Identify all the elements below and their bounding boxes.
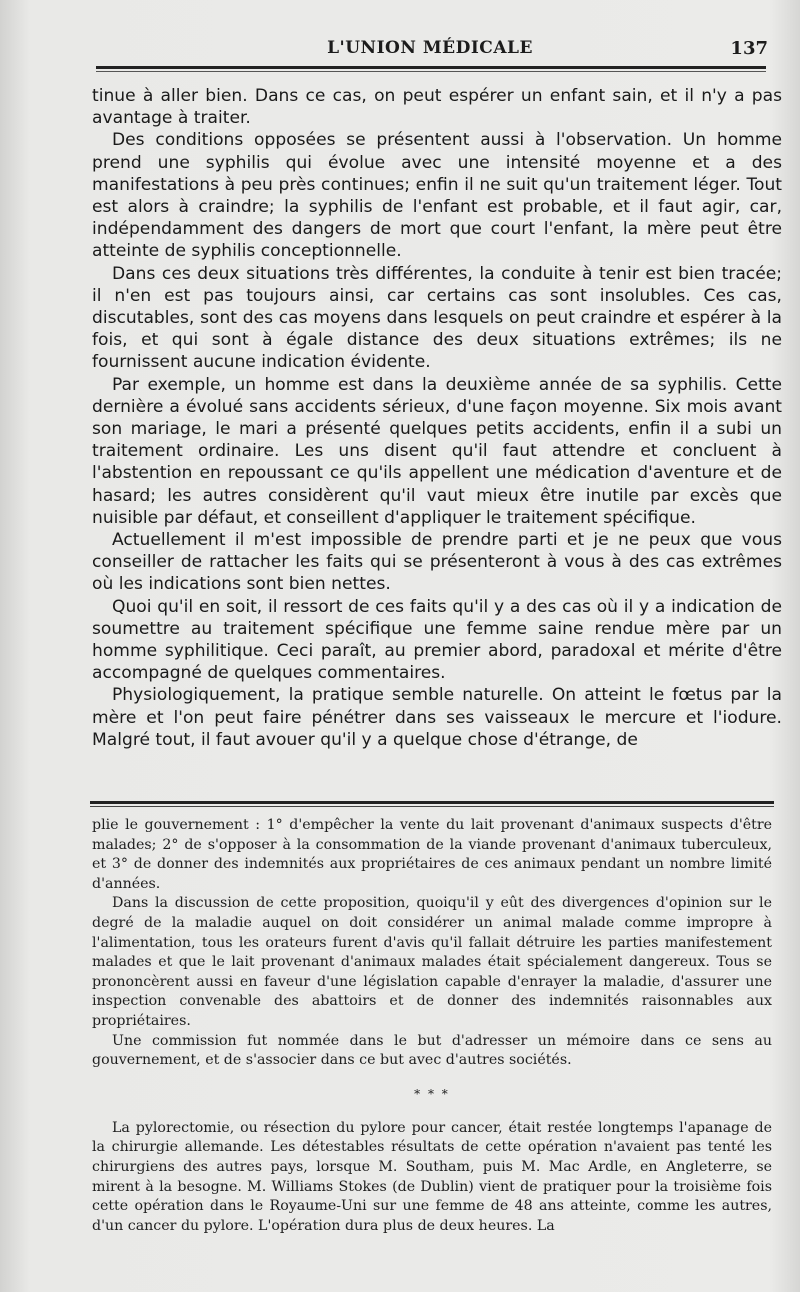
paragraph: tinue à aller bien. Dans ce cas, on peut espérer un enfant sain, et il n'y a pas avantage à traiter. <box>92 86 782 129</box>
footnote-paragraph: plie le gouvernement : 1° d'empêcher la vente du lait provenant d'animaux suspects d'être malades; 2° de s'opposer à la consommation de la viande provenant d'animaux tuberculeux, et 3° de donner des indemnités aux propriétaires de ces animaux pendant un nombre limité d'années. <box>92 817 772 892</box>
paragraph: Par exemple, un homme est dans la deuxième année de sa syphilis. Cette dernière a évolué sans accidents sérieux, d'une façon moyenne. Six mois avant son mariage, le mari a présenté quelques petits accidents, enfin il a subi un traitement ordinaire. Les uns disent qu'il faut attendre et concluent à l'abstention en repoussant ce qu'ils appellent une médication d'aventure et de hasard; les autres considèrent qu'il vaut mieux être inutile par excès que nuisible par défaut, et conseillent d'appliquer le traitement spécifique. <box>92 374 782 528</box>
footnote-rule-thin <box>90 806 774 807</box>
footnote-paragraph: La pylorectomie, ou résection du pylore pour cancer, était restée longtemps l'apanage de la chirurgie allemande. Les détestables résultats de cette opération n'avaient pas tenté les chirurgiens des autres pays, lorsque M. Southam, puis M. Mac Ardle, en Angleterre, se mirent à la besogne. M. Williams Stokes (de Dublin) vient de pratiquer pour la troisième fois cette opération dans le Royaume-Uni sur une femme de 48 ans atteinte, comme les autres, d'un cancer du pylore. L'opération dura plus de deux heures. La <box>92 1119 772 1234</box>
footnote-rule <box>90 801 774 804</box>
footnote-section <box>92 816 772 1236</box>
paragraph: Dans ces deux situations très différentes, la conduite à tenir est bien tracée; il n'en est pas toujours ainsi, car certains cas sont insolubles. Ces cas, discutables, sont des cas moyens dans lesquels on peut craindre et espérer à la fois, et qui sont à égale distance des deux situations extrêmes; ils ne fournissent aucune indication évidente. <box>92 263 782 373</box>
paragraph: Physiologiquement, la pratique semble naturelle. On atteint le fœtus par la mère et l'on peut faire pénétrer dans ses vaisseaux le mercure et l'iodure. Malgré tout, il faut avouer qu'il y a quelque chose d'étrange, de <box>92 685 782 750</box>
page-header <box>92 38 768 64</box>
paragraph: Quoi qu'il en soit, il ressort de ces faits qu'il y a des cas où il y a indication de soumettre au traitement spécifique une femme saine rendue mère par un homme syphilitique. Ceci paraît, au premier abord, paradoxal et mérite d'être accompagné de quelques commentaires. <box>92 596 782 684</box>
page-number: 137 <box>730 38 768 59</box>
footnote-paragraph: Une commission fut nommée dans le but d'adresser un mémoire dans ce sens au gouvernement, et de s'associer dans ce but avec d'autres sociétés. <box>92 1032 772 1069</box>
paragraph: Actuellement il m'est impossible de prendre parti et je ne peux que vous conseiller de rattacher les faits qui se présenteront à vous à des cas extrêmes où les indications sont bien nettes. <box>92 530 782 595</box>
running-title: L'UNION MÉDICALE <box>327 38 533 58</box>
footnote-paragraph: Dans la discussion de cette proposition, quoiqu'il y eût des divergences d'opinion sur le degré de la maladie auquel on doit considérer un animal malade comme impropre à l'alimentation, tous les orateurs furent d'avis qu'il fallait détruire les parties manifestement malades et que le lait provenant d'animaux malades était spécialement dangereux. Tous se prononcèrent aussi en faveur d'une législation capable d'enrayer la maladie, d'assurer une inspection convenable des abattoirs et de donner des indemnités raisonnables aux propriétaires. <box>92 895 772 1029</box>
main-text <box>92 85 782 751</box>
header-rule <box>96 66 766 69</box>
paragraph: Des conditions opposées se présentent aussi à l'observation. Un homme prend une syphilis qui évolue avec une intensité moyenne et a des manifestations à peu près continues; enfin il ne suit qu'un traitement léger. Tout est alors à craindre; la syphilis de l'enfant est probable, et il faut agir, car, indépendamment des dangers de mort que court l'enfant, la mère peut être atteinte de syphilis conceptionnelle. <box>92 130 782 262</box>
header-rule-thin <box>96 71 766 72</box>
section-separator: * * * <box>414 1086 450 1101</box>
